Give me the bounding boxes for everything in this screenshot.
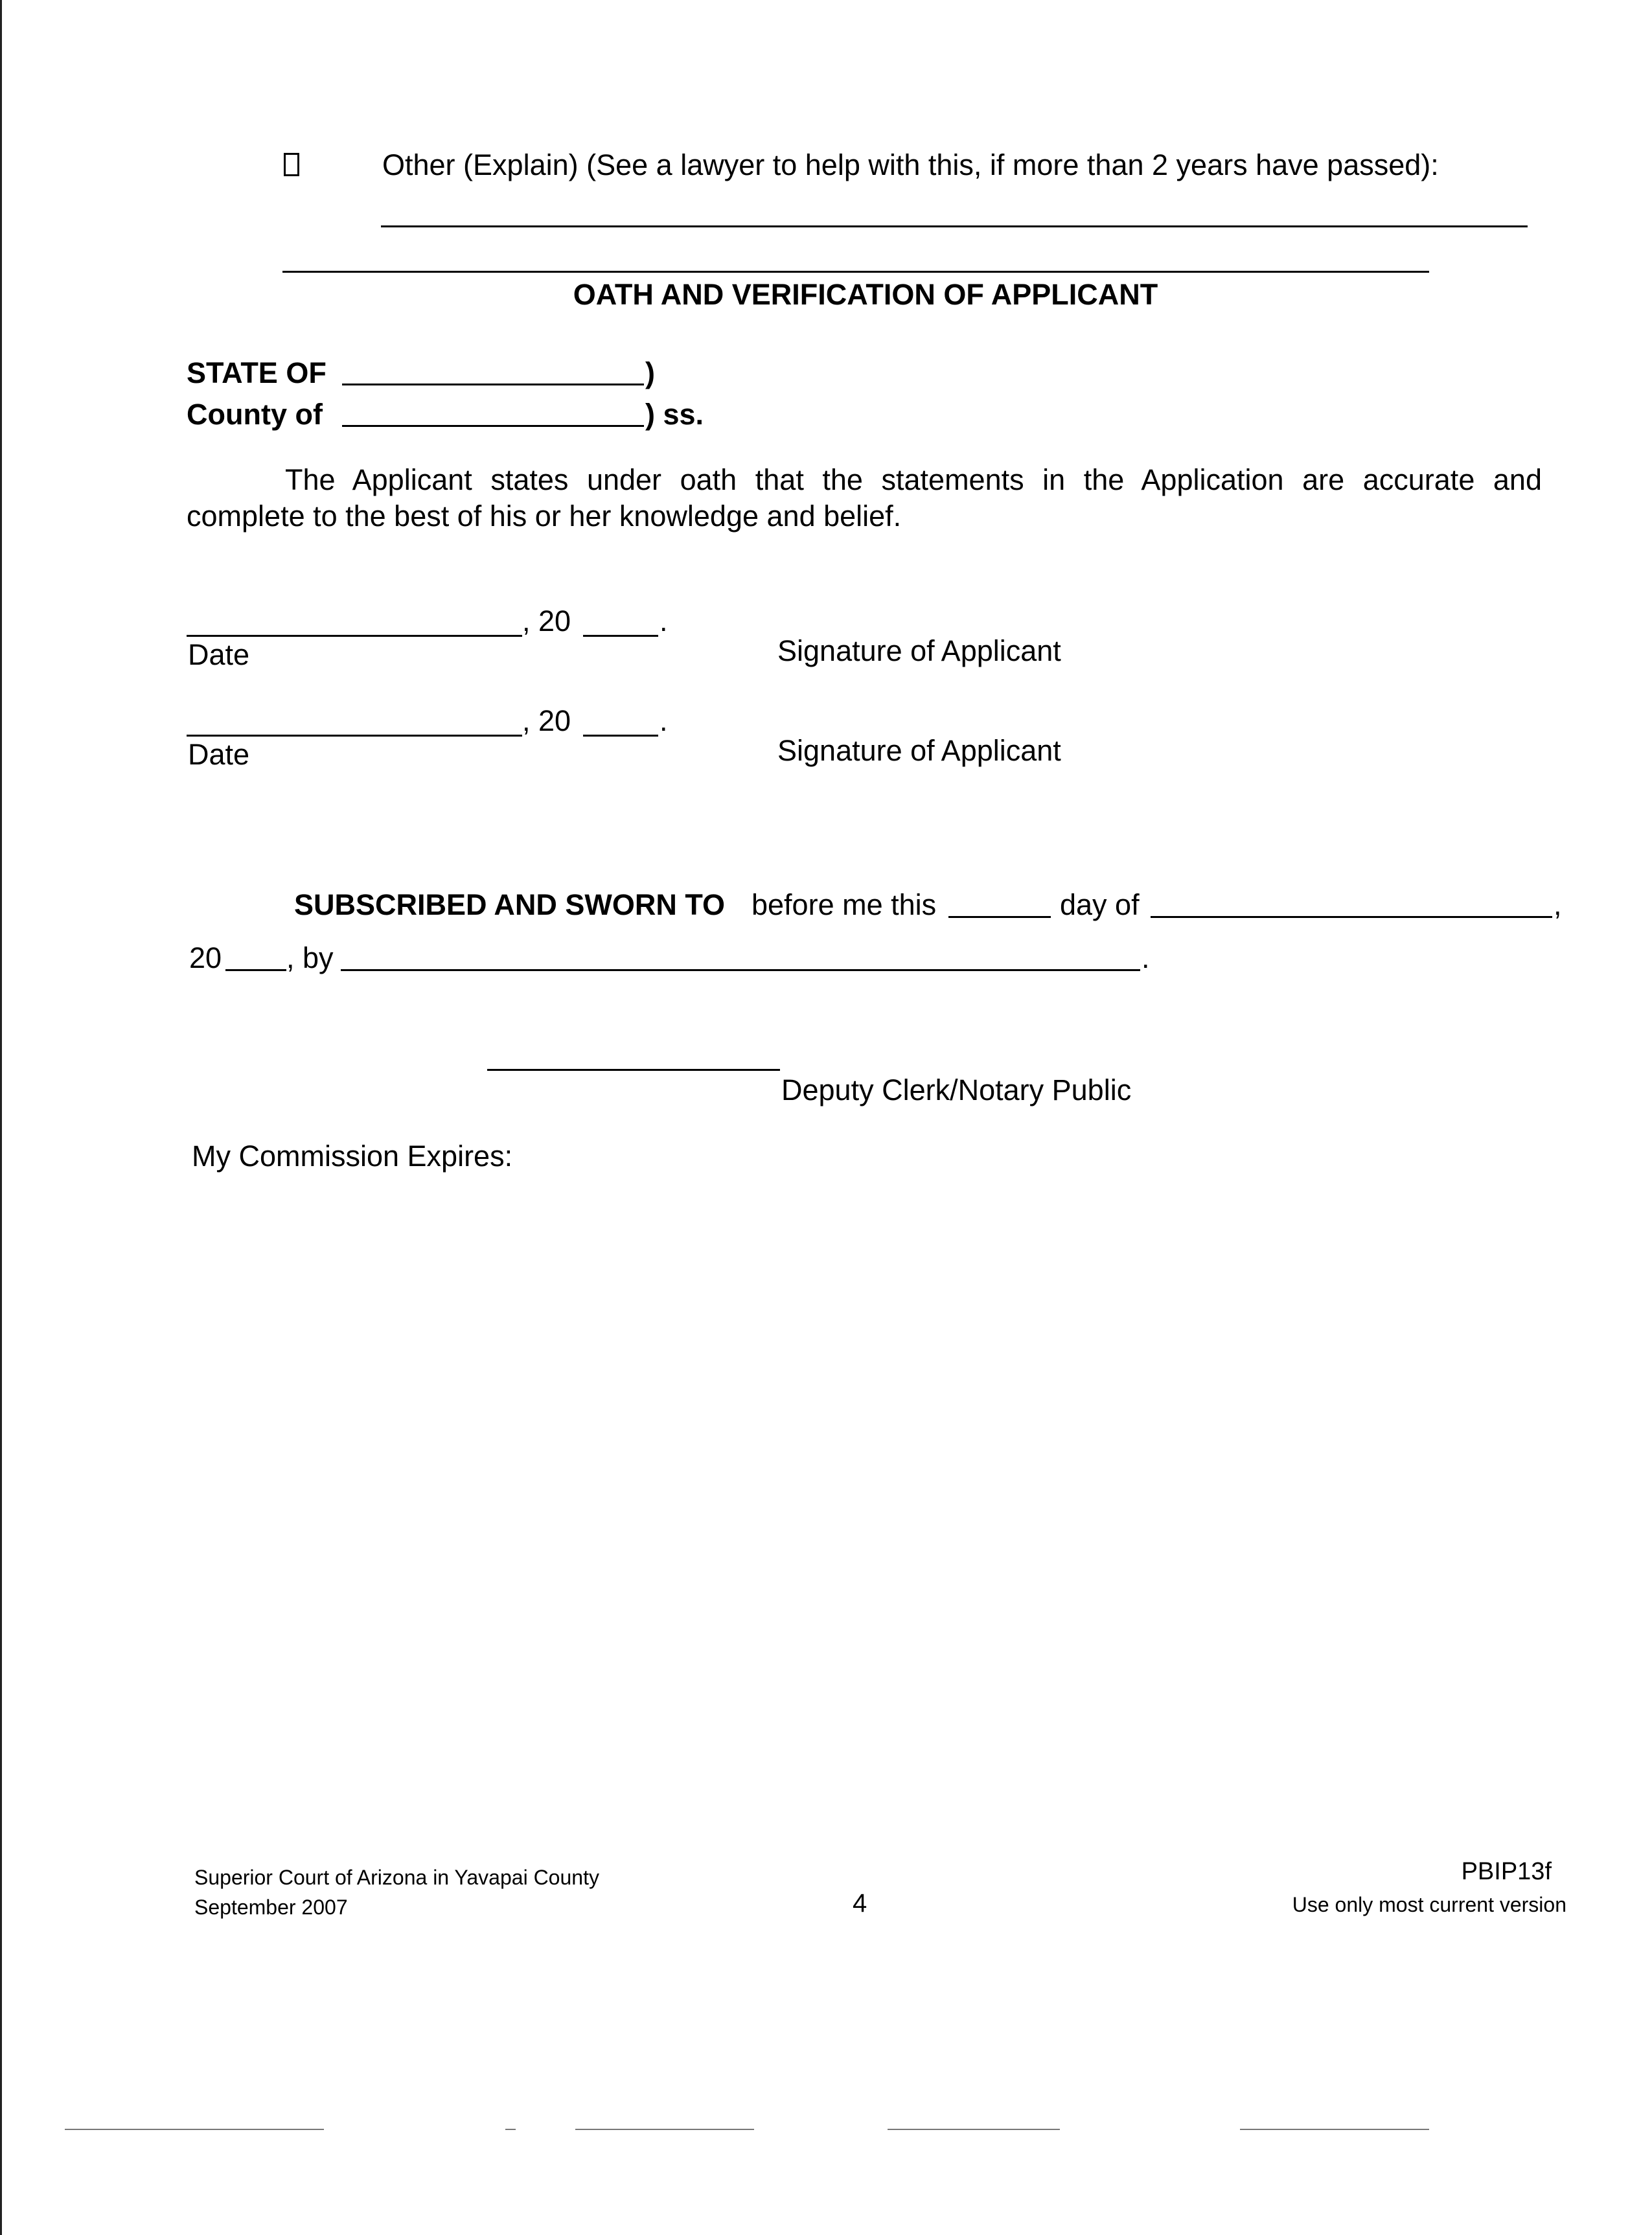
- signature-label-2: Signature of Applicant: [777, 734, 1061, 767]
- scan-artifact-line-1: [65, 2129, 324, 2130]
- other-explain-line[interactable]: [381, 225, 1528, 227]
- footer-date: September 2007: [194, 1896, 348, 1919]
- sworn-year-field[interactable]: [225, 969, 286, 971]
- county-suffix: ) ss.: [645, 398, 704, 431]
- section-divider: [282, 271, 1429, 273]
- date-label-1: Date: [188, 638, 250, 671]
- sworn-comma: ,: [1554, 888, 1562, 921]
- scan-artifact-line-4: [888, 2129, 1060, 2130]
- sworn-day-field[interactable]: [948, 916, 1051, 918]
- county-field[interactable]: [342, 425, 644, 427]
- state-paren: ): [645, 356, 655, 389]
- scan-artifact-line-3: [575, 2129, 754, 2130]
- date-field-1[interactable]: [187, 635, 522, 637]
- signature-label-1: Signature of Applicant: [777, 634, 1061, 667]
- date-label-2: Date: [188, 738, 250, 771]
- sworn-year-prefix: 20: [189, 941, 222, 974]
- sworn-month-field[interactable]: [1151, 916, 1552, 918]
- oath-statement-line2: complete to the best of his or her knowledge and belief.: [187, 499, 902, 533]
- sworn-day-of-text: day of: [1060, 888, 1140, 921]
- year-prefix-2: , 20: [522, 704, 571, 737]
- clerk-signature-line[interactable]: [487, 1069, 780, 1071]
- year-prefix-1: , 20: [522, 604, 571, 637]
- other-checkbox[interactable]: [284, 153, 299, 176]
- county-label: County of: [187, 398, 323, 431]
- footer-form-code: PBIP13f: [1461, 1858, 1552, 1885]
- other-option-label: Other (Explain) (See a lawyer to help with this, if more than 2 years have passed):: [382, 148, 1439, 181]
- sworn-by-text: , by: [286, 941, 334, 974]
- oath-statement-line1: The Applicant states under oath that the statements in the Application are accurate and: [285, 463, 1542, 496]
- clerk-label: Deputy Clerk/Notary Public: [781, 1073, 1132, 1106]
- commission-label: My Commission Expires:: [192, 1140, 513, 1173]
- state-label: STATE OF: [187, 356, 327, 389]
- period-1: .: [660, 604, 668, 637]
- oath-heading: OATH AND VERIFICATION OF APPLICANT: [573, 278, 1158, 311]
- sworn-period: .: [1141, 941, 1150, 974]
- scan-artifact-line-2: [505, 2129, 516, 2130]
- scan-edge: [0, 0, 2, 2235]
- footer-version-note: Use only most current version: [1292, 1893, 1566, 1916]
- footer-page-number: 4: [853, 1889, 867, 1918]
- scan-artifact-line-5: [1240, 2129, 1429, 2130]
- sworn-by-field[interactable]: [341, 969, 1140, 971]
- year-field-2[interactable]: [583, 735, 658, 737]
- period-2: .: [660, 704, 668, 737]
- footer-court: Superior Court of Arizona in Yavapai County: [194, 1866, 599, 1889]
- sworn-bold-text: SUBSCRIBED AND SWORN TO: [294, 888, 726, 921]
- year-field-1[interactable]: [583, 635, 658, 637]
- sworn-before-text: before me this: [751, 888, 937, 921]
- state-field[interactable]: [342, 384, 644, 385]
- date-field-2[interactable]: [187, 735, 522, 737]
